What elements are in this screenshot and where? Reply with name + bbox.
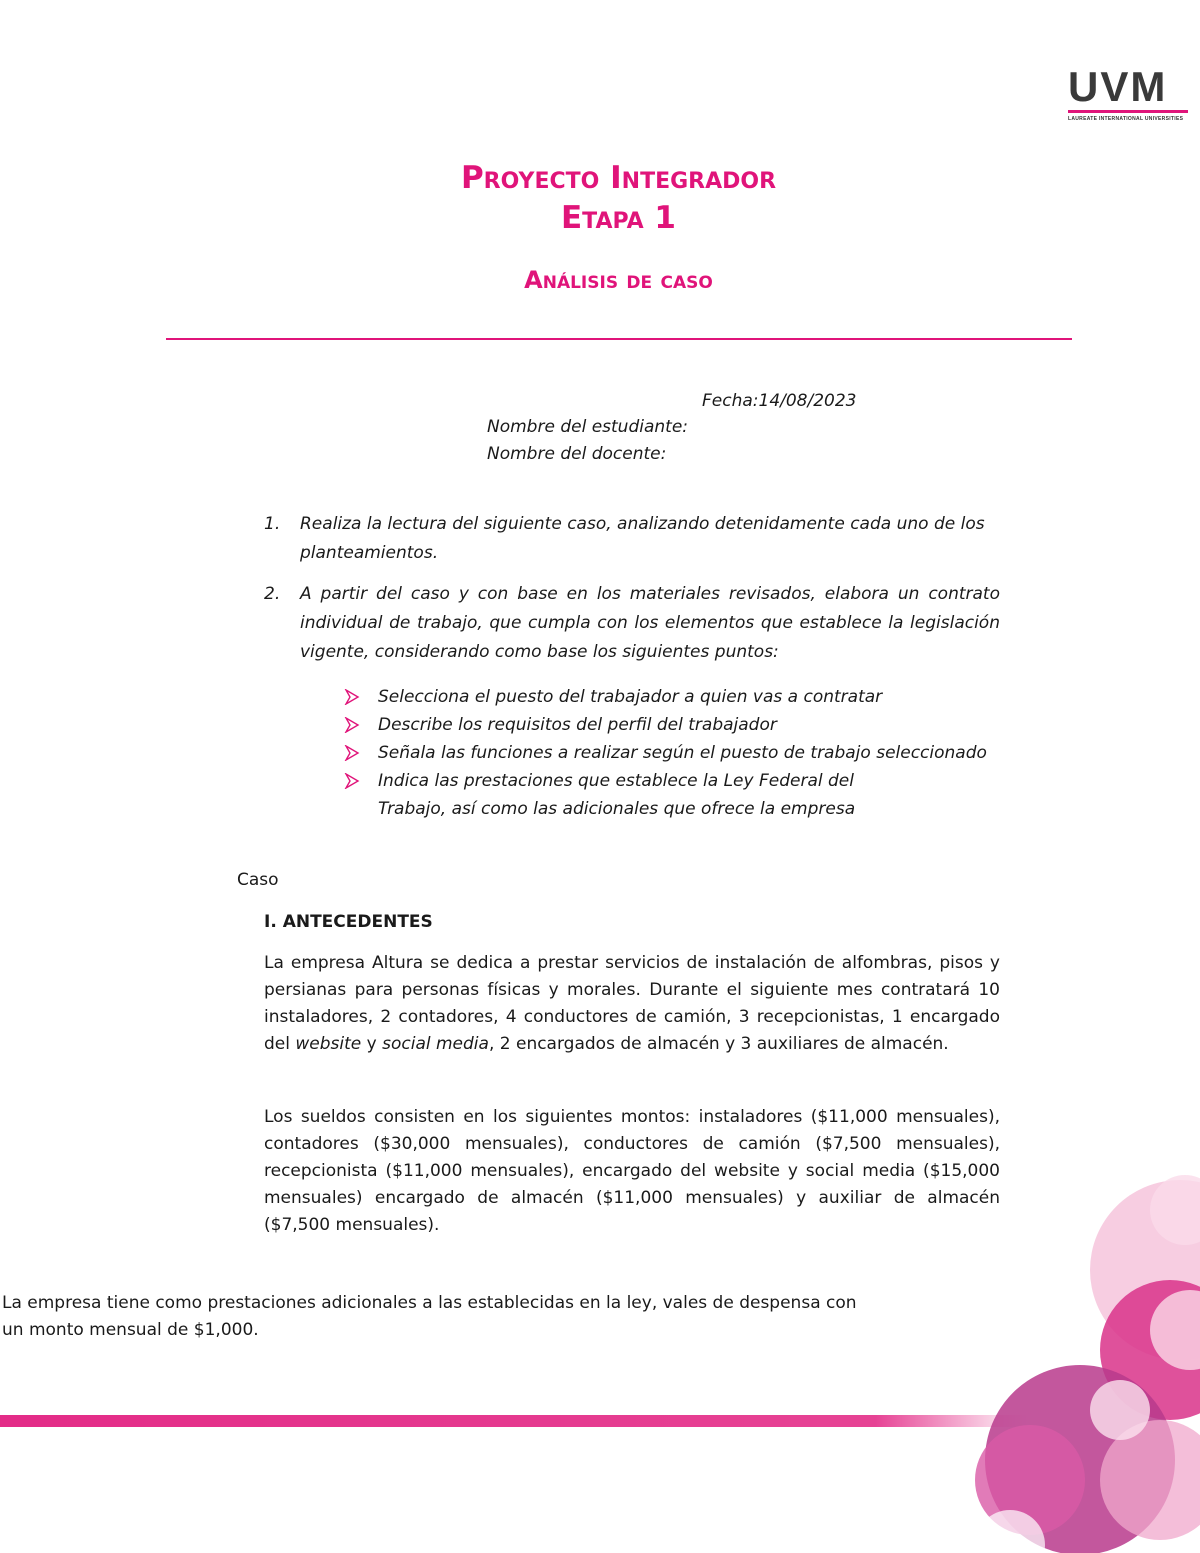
instruction-item	[264, 510, 1000, 568]
arrow-bullet-icon	[344, 773, 360, 789]
points-list	[344, 683, 987, 823]
case-label: Caso	[237, 870, 279, 890]
list-item-text: Trabajo, así como las adicionales que ofrece la empresa	[378, 799, 856, 819]
salaries-paragraph: Los sueldos consisten en los siguientes montos: instaladores ($11,000 mensuales), contadores ($30,000 mensuales), conductores de camión ($7,500 mensuales), recepcionista ($11,000 mensuales), encargado del website y social media ($15,000 mensuales) encargado de almacén ($11,000 mensuales) y auxiliar de almacén ($7,500 mensuales).	[264, 1107, 1000, 1235]
instructions-list	[264, 510, 1000, 679]
case-text: La empresa Altura se dedica a prestar servicios de instalación de alfombras, pisos y persianas para personas físicas y morales. Durante el siguiente mes contratará 10 instaladores, 2 contadores, 4 conductores de camión, 3 recepcionistas, 1 encargado del	[264, 953, 1000, 1054]
instruction-number: 2.	[264, 584, 281, 604]
teacher-name-label: Nombre del docente:	[487, 444, 667, 464]
uvm-logo	[1068, 63, 1192, 122]
case-text: , 2 encargados de almacén y 3 auxiliares de almacén.	[488, 1034, 949, 1054]
arrow-bullet-icon	[344, 745, 360, 761]
logo-tagline: LAUREATE INTERNATIONAL UNIVERSITIES	[1068, 116, 1184, 122]
list-item	[344, 683, 987, 711]
list-item	[344, 767, 987, 795]
instruction-text: Realiza la lectura del siguiente caso, analizando detenidamente cada uno de los planteamientos.	[300, 514, 985, 563]
list-item-text: Indica las prestaciones que establece la Ley Federal del	[378, 771, 854, 791]
section-heading: I. ANTECEDENTES	[264, 912, 433, 932]
benefits-line: La empresa tiene como prestaciones adicionales a las establecidas en la ley, vales de despensa con	[2, 1293, 857, 1313]
student-name-label: Nombre del estudiante:	[487, 417, 689, 437]
decorative-circles	[970, 1150, 1200, 1553]
list-item	[344, 739, 987, 767]
logo-underline	[1068, 110, 1188, 113]
page-subtitle: Análisis de caso	[524, 266, 713, 294]
title-divider	[166, 338, 1072, 340]
list-item-text: Describe los requisitos del perfil del trabajador	[378, 715, 777, 735]
list-item	[344, 711, 987, 739]
benefits-paragraph	[2, 1290, 857, 1344]
list-item-text: Señala las funciones a realizar según el puesto de trabajo seleccionado	[378, 743, 987, 763]
list-item-text: Selecciona el puesto del trabajador a quien vas a contratar	[378, 687, 883, 707]
list-item-continuation	[344, 795, 987, 823]
page-title: Proyecto Integrador	[460, 160, 777, 196]
instruction-text: A partir del caso y con base en los materiales revisados, elabora un contrato individual de trabajo, que cumpla con los elementos que establece la legislación vigente, considerando como base los siguientes puntos:	[300, 584, 1000, 662]
benefits-line: un monto mensual de $1,000.	[2, 1320, 259, 1340]
arrow-bullet-icon	[344, 689, 360, 705]
case-text-social: social media	[382, 1034, 489, 1054]
arrow-bullet-icon	[344, 717, 360, 733]
case-paragraph	[264, 950, 1000, 1058]
footer-band	[0, 1415, 1030, 1427]
date-field: Fecha:14/08/2023	[702, 391, 857, 411]
instruction-item	[264, 580, 1000, 667]
case-text-conjunction: y	[361, 1034, 383, 1054]
logo-text: UVM	[1068, 63, 1168, 110]
case-text-website: website	[295, 1034, 362, 1054]
page-title-stage: Etapa 1	[561, 200, 676, 236]
instruction-number: 1.	[264, 514, 281, 534]
